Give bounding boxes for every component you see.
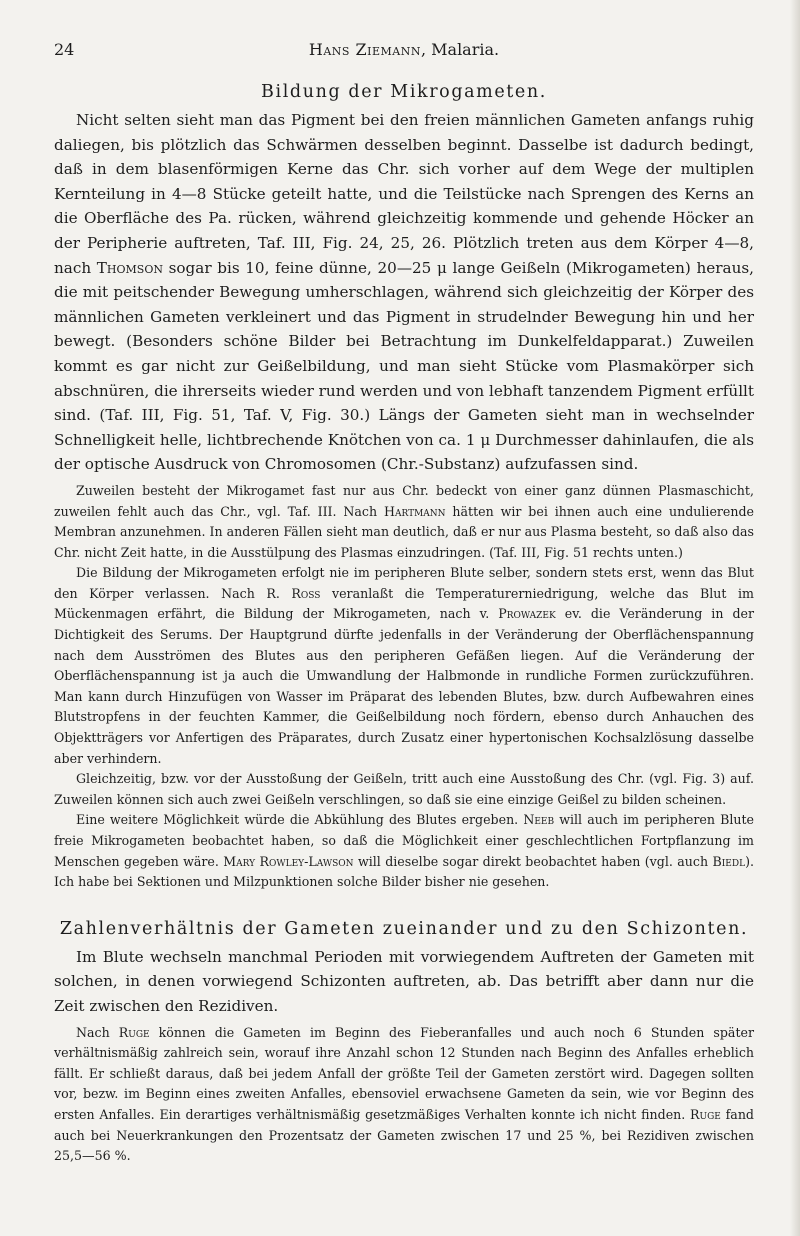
text-run: Zuweilen besteht der Mikrogamet fast nur aus Chr. bedeckt von einer ganz dünnen Plasmaschicht, zuweilen fehlt auch das Chr., vgl. Taf. III. Nach xyxy=(54,482,754,519)
section-heading-mikrogameten: Bildung der Mikrogameten. xyxy=(261,82,547,102)
author-name: Biedl xyxy=(712,853,746,869)
paragraph-mikrogameten-main xyxy=(54,108,754,477)
paragraph-small-3: Gleichzeitig, bzw. vor der Ausstoßung der Geißeln, tritt auch eine Ausstoßung des Chr. (vgl. Fig. 3) auf. Zuweilen können sich auch zwei Geißeln verschlingen, so daß sie eine einzige Geißel zu bilden scheinen. xyxy=(54,771,754,807)
text-run: Die Bildung der Mikrogameten erfolgt nie im peripheren Blute selber, sondern stets erst, wenn das Blut den Körper verlassen. Nach R. xyxy=(54,565,754,601)
text-run: ev. die Veränderung in der Dichtigkeit des Serums. Der Hauptgrund dürfte jedenfalls in der Veränderung der Oberflächenspannung nach dem Ausströmen des Blutes aus den peripheren Gefäßen liegen. Auf die Veränderung der Oberflächenspannung ist ja auch die Umwandlung der Halbmonde in rundliche Formen zurückzuführen. Man kann durch Hinzufügen von Wasser im Präparat des lebenden Blutes, bzw. durch Aufbewahren eines Blutstropfens in der feuchten Kammer, die Geißelbildung noch fördern, ebenso durch Anhauchen des Objektträgers vor Anfertigen des Präparates, durch Zusatz einer hypertonischen Kochsalzlösung dasselbe aber verhindern. xyxy=(54,606,754,766)
running-head-title: Malaria. xyxy=(431,40,500,59)
text-run: will auch im peripheren Blute freie Mikrogameten beobachtet haben, so daß die Möglichkeit einer geschlechtlichen Fortpflanzung im Menschen gegeben wäre. xyxy=(54,812,754,869)
paragraph-small-2 xyxy=(54,563,754,769)
author-name: Mary Rowley-Lawson xyxy=(223,853,354,869)
text-run: Eine weitere Möglichkeit würde die Abkühlung des Blutes ergeben. xyxy=(76,812,524,828)
text-run: Nach xyxy=(76,1024,119,1040)
page-edge xyxy=(790,0,800,1236)
author-name: Thomson xyxy=(96,258,163,277)
author-name: Ruge xyxy=(118,1024,150,1040)
author-name: Prowazek xyxy=(498,606,556,622)
author-name: Ruge xyxy=(690,1106,721,1122)
text-run: fand auch bei Neuerkrankungen den Prozentsatz der Gameten zwischen 17 und 25 %, bei Rezidiven zwischen 25,5—56 %. xyxy=(54,1106,754,1164)
paragraph-small-5 xyxy=(54,1023,754,1167)
running-head-separator: , xyxy=(420,40,432,59)
author-name: Ross xyxy=(291,585,321,601)
author-name: Neeb xyxy=(523,812,555,828)
page-number: 24 xyxy=(54,40,75,59)
text-run: Nicht selten sieht man das Pigment bei den freien männlichen Gameten anfangs ruhig daliegen, bis plötzlich das Schwärmen desselben beginnt. Dasselbe ist dadurch bedingt, daß in dem blasenförmigen Kerne das Chr. sich vorher auf dem Wege der multiplen Kernteilung in 4—8 Stücke geteilt hatte, und die Teilstücke nach Sprengen des Kerns an die Oberfläche des Pa. rücken, während gleichzeitig kommende und gehende Höcker an der Peripherie auftreten, Taf. III, Fig. 24, 25, 26. Plötzlich treten aus dem Körper 4—8, nach xyxy=(54,111,754,277)
author-name: Hartmann xyxy=(383,503,446,519)
running-head-author: Hans Ziemann xyxy=(308,40,421,59)
text-run: veranlaßt die Temperaturerniedrigung, welche das Blut im Mückenmagen erfährt, die Bildung der Mikrogameten, nach v. xyxy=(54,585,754,622)
paragraph-zahlenverhaeltnis-main: Im Blute wechseln manchmal Perioden mit vorwiegendem Auftreten der Gameten mit solchen, in denen vorwiegend Schizonten auftreten, ab. Das betrifft aber dann nur die Zeit zwischen den Rezidiven. xyxy=(54,947,754,1015)
text-run: sogar bis 10, feine dünne, 20—25 μ lange Geißeln (Mikrogameten) heraus, die mit peitschender Bewegung umherschlagen, während sich gleichzeitig der Körper des männlichen Gameten verkleinert und das Pigment in strudelnder Bewegung hin und her bewegt. (Besonders schöne Bilder bei Betrachtung im Dunkelfeldapparat.) Zuweilen kommt es gar nicht zur Geißelbildung, und man sieht Stücke vom Plasmakörper sich abschnüren, die ihrerseits wieder rund werden und von lebhaft tanzendem Pigment erfüllt sind. (Taf. III, Fig. 51, Taf. V, Fig. 30.) Längs der Gameten sieht man in wechselnder Schnelligkeit helle, lichtbrechende Knötchen von ca. 1 μ Durchmesser dahinlaufen, die als der optische Ausdruck von Chromosomen (Chr.-Substanz) aufzufassen sind. xyxy=(54,258,755,474)
text-run: können die Gameten im Beginn des Fieberanfalles und auch noch 6 Stunden später verhältnismäßig zahlreich sein, worauf ihre Anzahl schon 12 Stunden nach Beginn des Anfalles erheblich fällt. Er schließt daraus, daß bei jedem Anfall der größte Teil der Gameten zerstört wird. Dagegen sollten vor, bezw. im Beginn eines zweiten Anfalles, ebensoviel erwachsene Gameten da sein, wie vor Beginn des ersten Anfalles. Ein derartiges verhältnismäßig gesetzmäßiges Verhalten konnte ich nicht finden. xyxy=(54,1024,754,1122)
paragraph-small-1 xyxy=(54,481,754,563)
section-heading-zahlenverhaeltnis: Zahlenverhältnis der Gameten zueinander und zu den Schizonten. xyxy=(59,918,749,939)
page xyxy=(54,40,754,1167)
running-head xyxy=(54,40,754,59)
text-run: hätten wir bei ihnen auch eine undulierende Membran anzunehmen. In anderen Fällen sieht man deutlich, daß er nur aus Plasma besteht, so daß also das Chr. nicht Zeit hatte, in die Ausstülpung des Plasmas einzudringen. (Taf. III, Fig. 51 rechts unten.) xyxy=(54,503,755,560)
text-run: ). Ich habe bei Sektionen und Milzpunktionen solche Bilder bisher nie gesehen. xyxy=(54,853,754,890)
text-run: will dieselbe sogar direkt beobachtet haben (vgl. auch xyxy=(353,853,713,869)
paragraph-small-4 xyxy=(54,810,754,892)
page-header xyxy=(54,40,754,62)
